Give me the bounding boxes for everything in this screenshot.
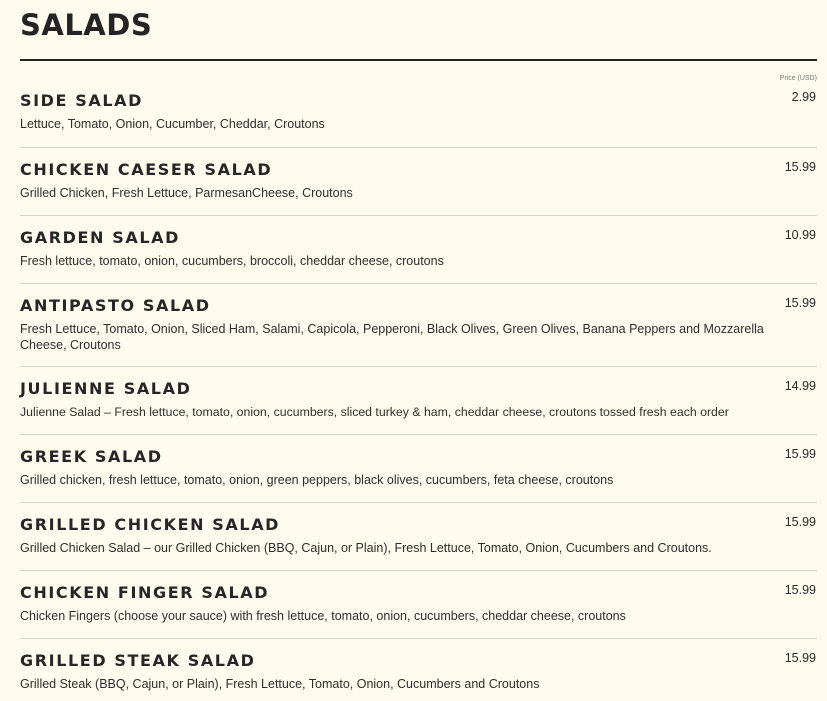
item-name: GARDEN SALAD (20, 228, 180, 247)
item-name: ANTIPASTO SALAD (20, 296, 211, 315)
menu-item-greek-salad (20, 435, 817, 503)
item-price: 15.99 (784, 651, 816, 665)
item-name: JULIENNE SALAD (20, 379, 192, 398)
menu-item-side-salad (20, 86, 817, 148)
menu-item-chicken-caeser-salad (20, 148, 817, 216)
item-name: GREEK SALAD (20, 447, 163, 466)
menu-item-grilled-steak-salad (20, 639, 817, 701)
item-description: Chicken Fingers (choose your sauce) with fresh lettuce, tomato, onion, cucumbers, cheddar cheese, croutons (20, 609, 626, 623)
item-description: Fresh Lettuce, Tomato, Onion, Sliced Ham, Salami, Capicola, Pepperoni, Black Olives, Green Olives, Banana Peppers and Mozzarella Cheese, Croutons (20, 322, 764, 352)
menu-item-garden-salad (20, 216, 817, 284)
item-name: GRILLED STEAK SALAD (20, 651, 256, 670)
price-column-header: Price (USD) (779, 75, 817, 82)
section-title: SALADS (20, 8, 153, 42)
item-description: Julienne Salad – Fresh lettuce, tomato, onion, cucumbers, sliced turkey & ham, cheddar cheese, croutons tossed fresh each order (20, 405, 729, 419)
item-price: 15.99 (784, 583, 816, 597)
menu-section (20, 0, 817, 701)
item-name: SIDE SALAD (20, 91, 144, 110)
item-description: Grilled chicken, fresh lettuce, tomato, onion, green peppers, black olives, cucumbers, feta cheese, croutons (20, 473, 614, 487)
item-price: 2.99 (791, 90, 816, 104)
item-name: CHICKEN FINGER SALAD (20, 583, 270, 602)
menu-item-antipasto-salad (20, 284, 817, 367)
item-price: 15.99 (784, 447, 816, 461)
item-description: Grilled Chicken Salad – our Grilled Chicken (BBQ, Cajun, or Plain), Fresh Lettuce, Tomato, Onion, Cucumbers and Croutons. (20, 541, 712, 555)
item-price: 15.99 (784, 515, 816, 529)
item-price: 14.99 (784, 379, 816, 393)
item-price: 10.99 (784, 228, 816, 242)
item-price: 15.99 (784, 160, 816, 174)
menu-item-julienne-salad (20, 367, 817, 435)
item-description: Fresh lettuce, tomato, onion, cucumbers, broccoli, cheddar cheese, croutons (20, 254, 444, 268)
menu-item-chicken-finger-salad (20, 571, 817, 639)
item-name: CHICKEN CAESER SALAD (20, 160, 273, 179)
menu-item-grilled-chicken-salad (20, 503, 817, 571)
item-description: Grilled Steak (BBQ, Cajun, or Plain), Fresh Lettuce, Tomato, Onion, Cucumbers and Croutons (20, 677, 540, 691)
item-name: GRILLED CHICKEN SALAD (20, 515, 281, 534)
item-description: Lettuce, Tomato, Onion, Cucumber, Cheddar, Croutons (20, 117, 325, 131)
item-description: Grilled Chicken, Fresh Lettuce, ParmesanCheese, Croutons (20, 186, 353, 200)
item-price: 15.99 (784, 296, 816, 310)
title-divider (20, 59, 817, 61)
